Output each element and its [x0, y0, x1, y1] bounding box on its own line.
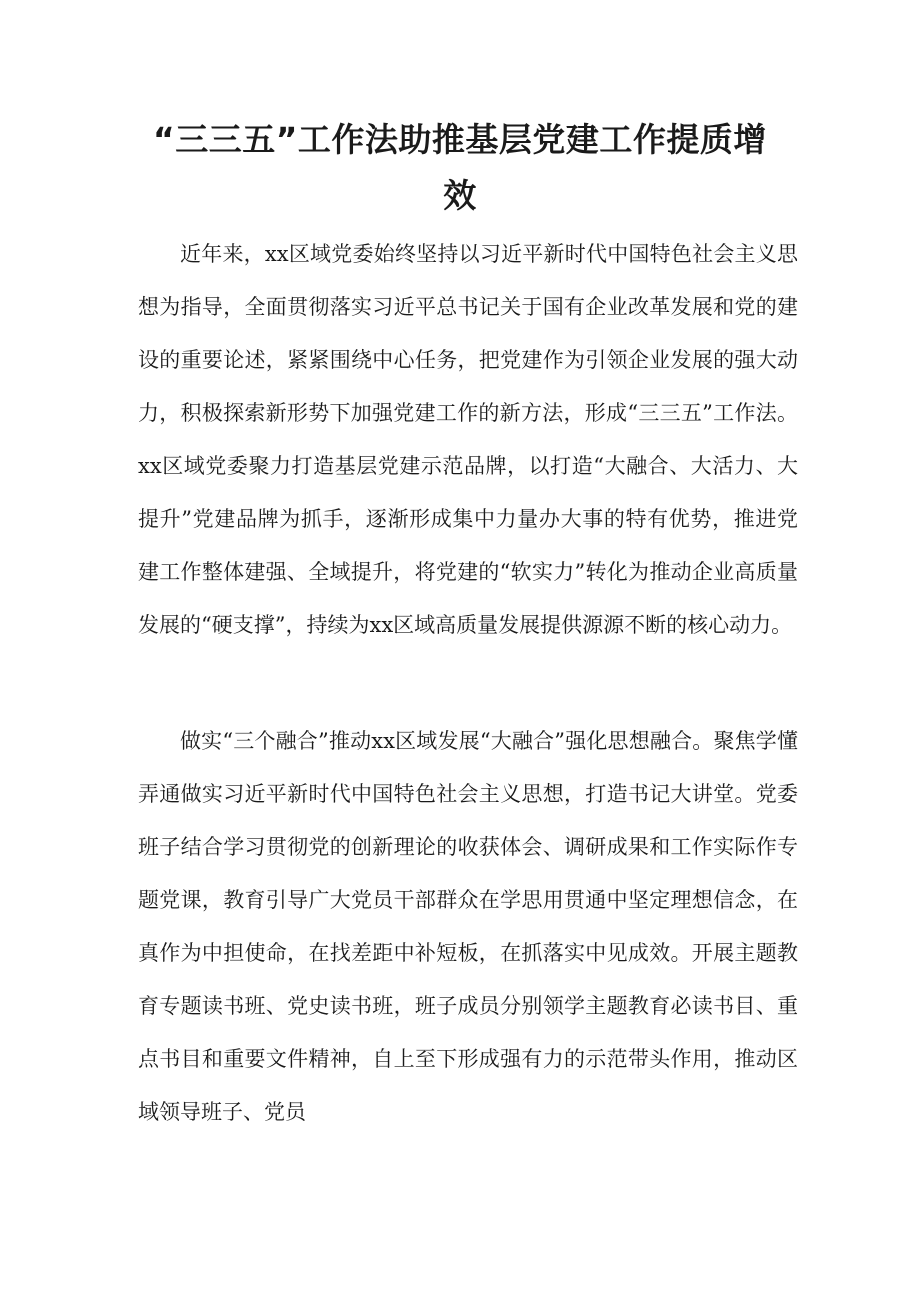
document-title: “三三五”工作法助推基层党建工作提质增效 — [153, 120, 767, 215]
body-paragraph-three-integrations: 做实“三个融合”推动xx区域发展“大融合”强化思想融合。聚焦学懂弄通做实习近平新时代中国特色社会主义思想，打造书记大讲堂。党委班子结合学习贯彻党的创新理论的收获体会、调研成果和工作实际作专题党课，教育引导广大党员干部群众在学思用贯通中坚定理想信念，在真作为中担使命，在找差距中补短板，在抓落实中见成效。开展主题教育专题读书班、党史读书班，班子成员分别领学主题教育必读书目、重点书目和重要文件精神，自上至下形成强有力的示范带头作用，推动区域领导班子、党员 — [138, 729, 798, 1124]
body-paragraph-intro: 近年来，xx区域党委始终坚持以习近平新时代中国特色社会主义思想为指导，全面贯彻落实习近平总书记关于国有企业改革发展和党的建设的重要论述，紧紧围绕中心任务，把党建作为引领企业发展的强大动力，积极探索新形势下加强党建工作的新方法，形成“三三五”工作法。xx区域党委聚力打造基层党建示范品牌，以打造“大融合、大活力、大提升”党建品牌为抓手，逐渐形成集中力量办大事的特有优势，推进党建工作整体建强、全域提升，将党建的“软实力”转化为推动企业高质量发展的“硬支撑”，持续为xx区域高质量发展提供源源不断的核心动力。 — [138, 242, 798, 637]
